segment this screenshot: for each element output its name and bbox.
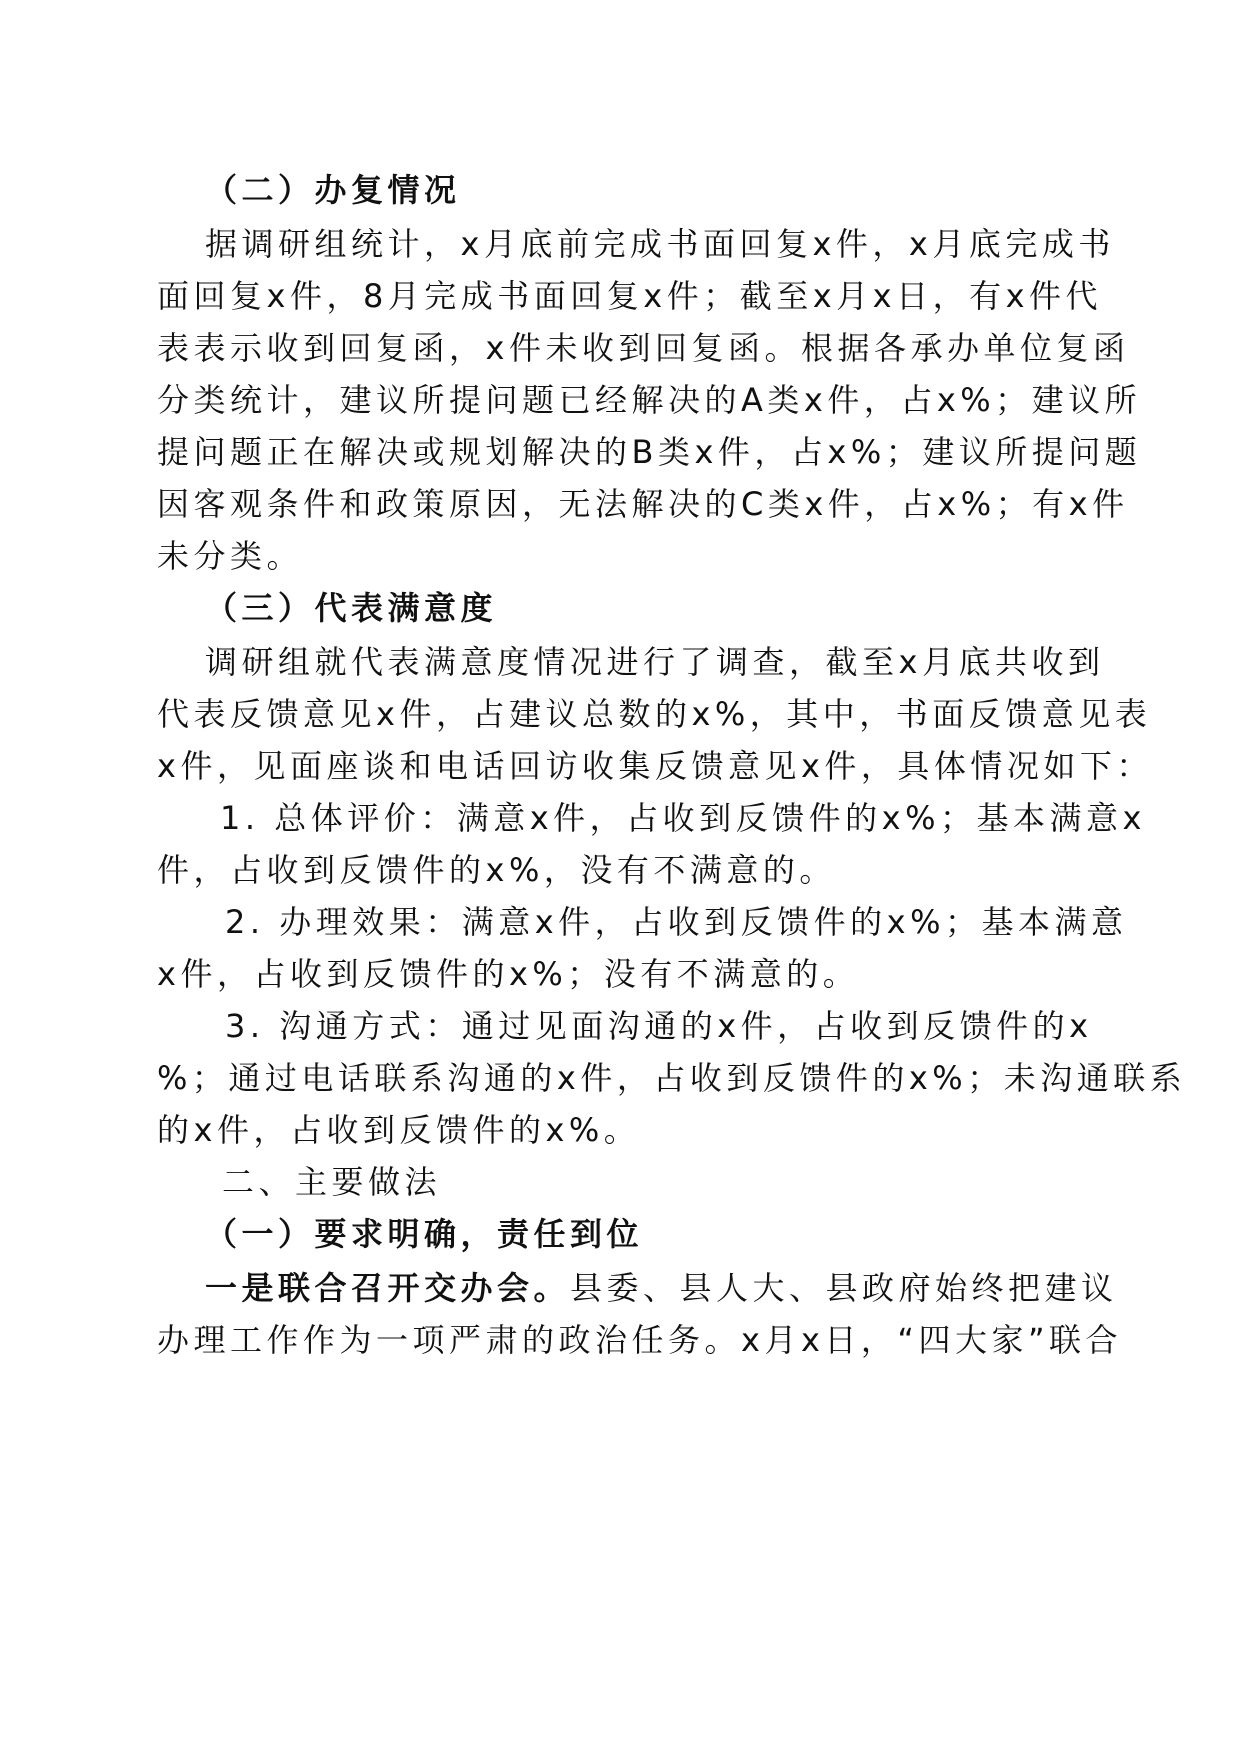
paragraph-line: 办理工作作为一项严肃的政治任务。x月x日，“四大家”联合 <box>157 1321 1123 1359</box>
paragraph-line: x件，见面座谈和电话回访收集反馈意见x件，具体情况如下： <box>157 747 1153 785</box>
section-heading-zuofa: 二、主要做法 <box>222 1163 442 1201</box>
paragraph-line: 调研组就代表满意度情况进行了调查，截至x月底共收到 <box>205 643 1105 681</box>
paragraph-lead <box>205 1268 1118 1308</box>
paragraph-line: x件，占收到反馈件的x%；没有不满意的。 <box>157 955 860 993</box>
list-item-goutong: 3. 沟通方式：通过见面沟通的x件，占收到反馈件的x <box>225 1007 1093 1045</box>
paragraph-line: 未分类。 <box>157 537 304 575</box>
paragraph-line: 提问题正在解决或规划解决的B类x件，占x%；建议所提问题 <box>157 433 1142 471</box>
list-item-zongti: 1. 总体评价：满意x件，占收到反馈件的x%；基本满意x <box>220 799 1146 837</box>
paragraph-line: 表表示收到回复函，x件未收到回复函。根据各承办单位复函 <box>157 329 1130 367</box>
sub-heading-yaoqiu: （一）要求明确，责任到位 <box>205 1215 644 1253</box>
list-item-xiaoguo: 2. 办理效果：满意x件，占收到反馈件的x%；基本满意 <box>225 903 1128 941</box>
paragraph-line: 据调研组统计，x月底前完成书面回复x件，x月底完成书 <box>205 225 1115 263</box>
lead-rest-text: 县委、县人大、县政府始终把建议 <box>570 1269 1118 1307</box>
section-heading-banfu: （二）办复情况 <box>205 171 461 209</box>
paragraph-line: %；通过电话联系沟通的x件，占收到反馈件的x%；未沟通联系 <box>157 1059 1187 1097</box>
paragraph-line: 因客观条件和政策原因，无法解决的C类x件，占x%；有x件 <box>157 485 1129 523</box>
lead-bold-text: 一是联合召开交办会。 <box>205 1269 571 1307</box>
section-heading-manyidu: （三）代表满意度 <box>205 589 498 627</box>
paragraph-line: 件，占收到反馈件的x%，没有不满意的。 <box>157 851 836 889</box>
paragraph-line: 面回复x件，8月完成书面回复x件；截至x月x日，有x件代 <box>157 277 1103 315</box>
paragraph-line: 的x件，占收到反馈件的x%。 <box>157 1111 641 1149</box>
paragraph-line: 分类统计，建议所提问题已经解决的A类x件，占x%；建议所 <box>157 381 1142 419</box>
paragraph-line: 代表反馈意见x件，占建议总数的x%，其中，书面反馈意见表 <box>157 695 1152 733</box>
